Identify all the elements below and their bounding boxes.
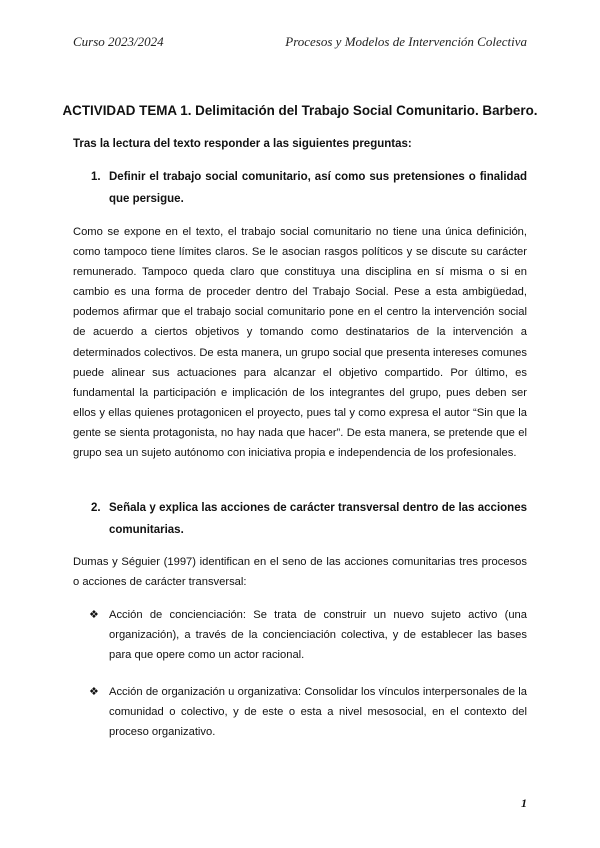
page-title: ACTIVIDAD TEMA 1. Delimitación del Trabajo Social Comunitario. Barbero.: [62, 103, 538, 118]
question-1: [73, 166, 527, 210]
bullet-item: [89, 682, 527, 742]
answer-2-intro: Dumas y Séguier (1997) identifican en el seno de las acciones comunitarias tres procesos o acciones de carácter transversal:: [73, 556, 527, 589]
question-text: Definir el trabajo social comunitario, así como sus pretensiones o finalidad que persigue.: [109, 171, 527, 205]
bullet-item: [89, 605, 527, 665]
question-2: [73, 497, 527, 541]
diamond-bullet-icon: ❖: [89, 609, 99, 621]
diamond-bullet-icon: ❖: [89, 686, 99, 698]
page-number: 1: [521, 796, 527, 810]
question-number: 1.: [91, 171, 101, 183]
bullet-text: Acción de concienciación: Se trata de construir un nuevo sujeto activo (una organización), a través de la concienciación colectiva, y de establecer las bases para que opere como un actor racional.: [109, 609, 527, 661]
header-subject: Procesos y Modelos de Intervención Colectiva: [285, 34, 527, 49]
question-number: 2.: [91, 502, 101, 514]
header-course: Curso 2023/2024: [73, 34, 164, 49]
intro-instruction: Tras la lectura del texto responder a las siguientes preguntas:: [73, 138, 412, 150]
bullet-text: Acción de organización u organizativa: Consolidar los vínculos interpersonales de la comunidad o colectivo, y de este o esta a nivel mesosocial, en el contexto del proceso organizativo.: [109, 686, 527, 738]
question-text: Señala y explica las acciones de carácter transversal dentro de las acciones comunitarias.: [109, 502, 527, 536]
answer-1-paragraph: Como se expone en el texto, el trabajo social comunitario no tiene una única definición, como tampoco tiene límites claros. Se le asocian rasgos políticos y se discute su carácter remunerado. Tampoco queda claro que constituya una disciplina en sí misma o si en cambio es una forma de proceder dentro del Trabajo Social. Pese a esta ambigüedad, podemos afirmar que el trabajo social comunitario pone en el centro la intervención social de acuerdo a ciertos objetivos y tomando como destinatarios de la intervención a determinados colectivos. De esta manera, un grupo social que presenta intereses comunes puede alinear sus actuaciones para alcanzar el objetivo compartido. Por último, es fundamental la participación e implicación de los integrantes del grupo, pues deben ser ellos y ellas quienes protagonicen el proyecto, pues tal y como expresa el autor “Sin que la gente se sienta protagonista, no hay nada que hacer”. De esta manera, se pretende que el grupo sea un sujeto autónomo con iniciativa propia e independencia de los profesionales.: [73, 226, 527, 460]
